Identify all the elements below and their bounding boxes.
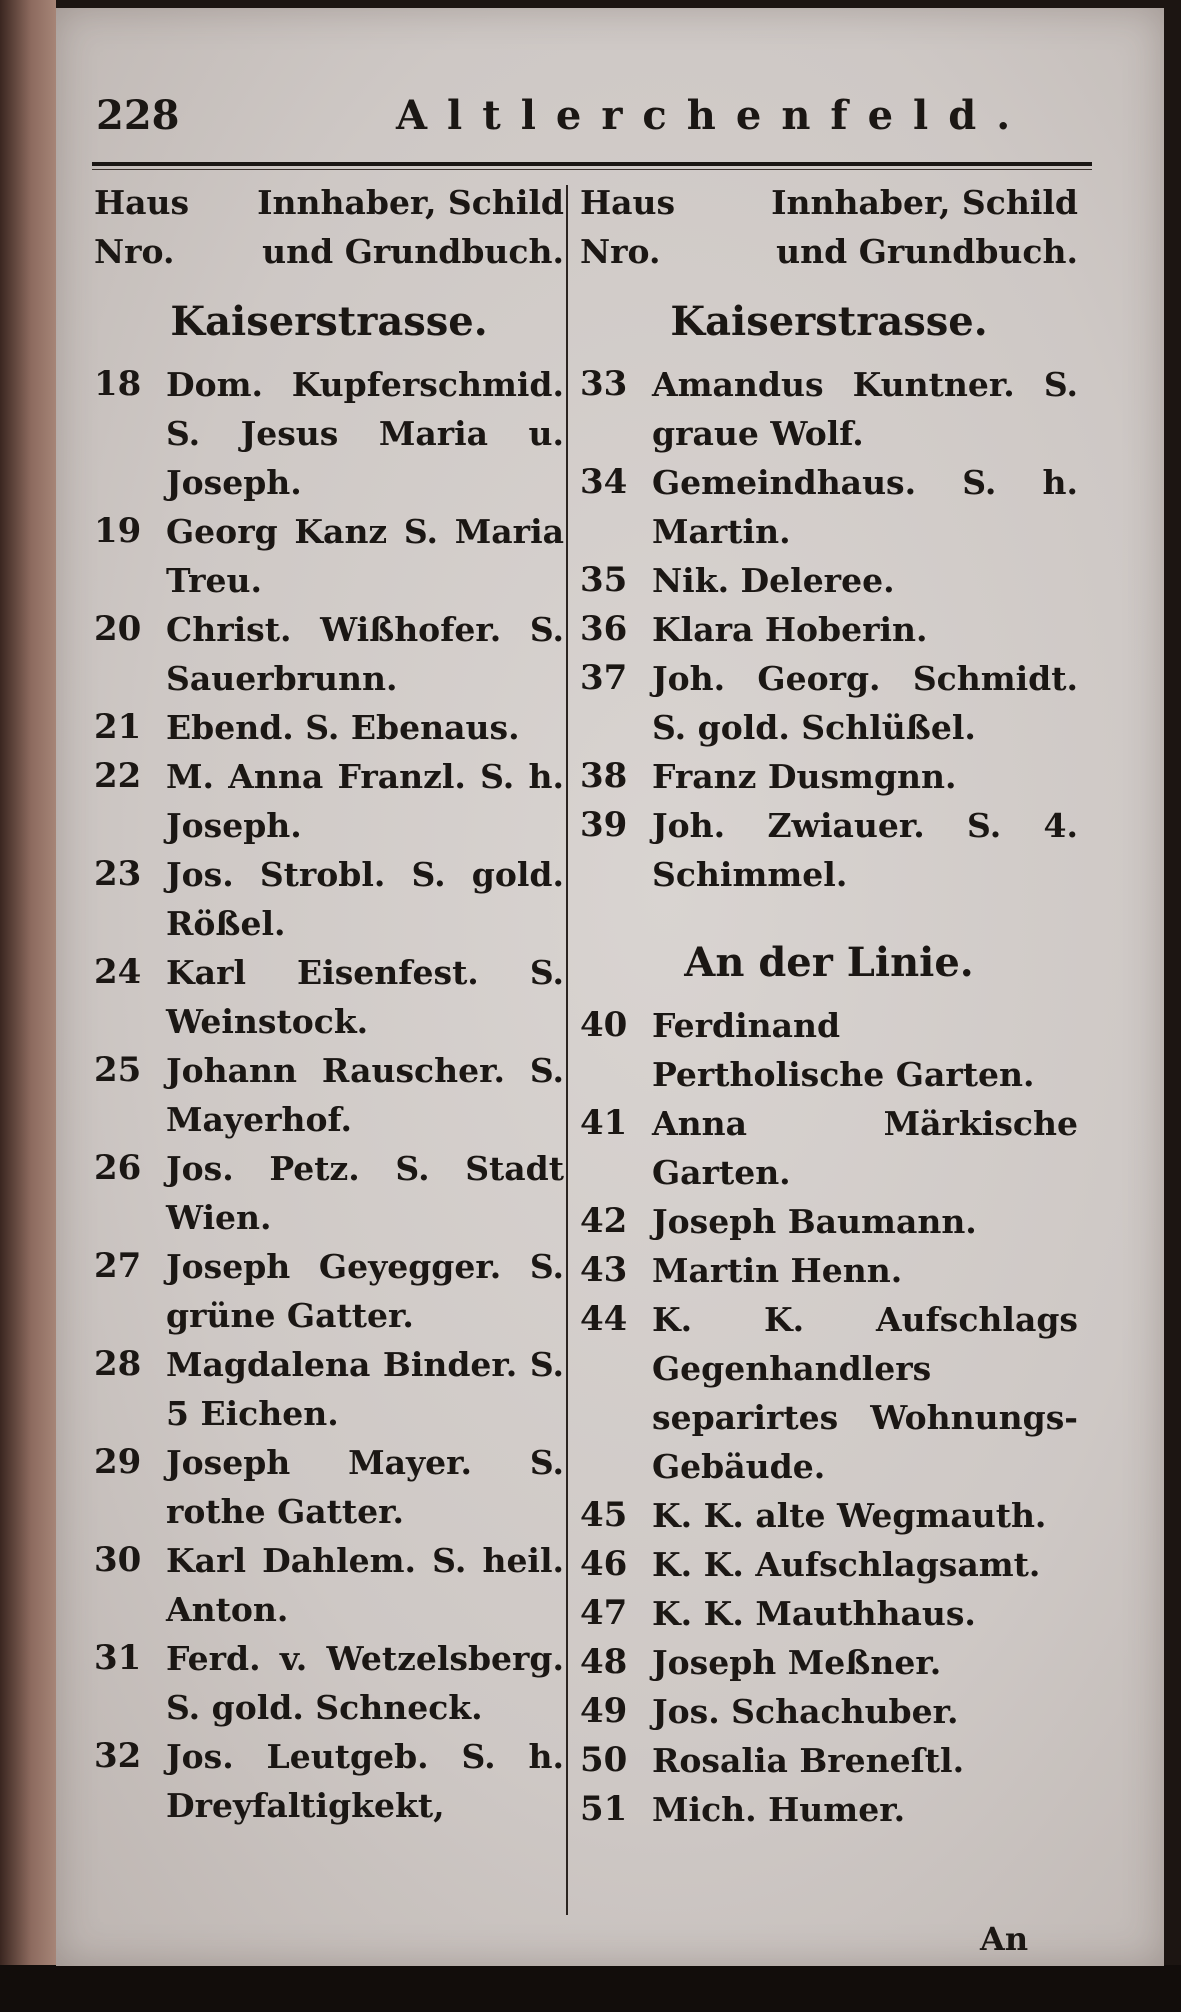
entry-text: Joh. Zwiauer. S. 4. Schimmel. [652, 806, 1078, 894]
col-head-nro: Nro. [580, 232, 661, 271]
catchword: An [980, 1920, 1029, 1958]
house-number: 35 [580, 560, 628, 600]
entry-text: Ebend. S. Ebenaus. [166, 708, 520, 747]
list-item [580, 458, 1078, 556]
list-item [94, 360, 564, 507]
entry-text: Johann Rauscher. S. Mayerhof. [166, 1051, 564, 1139]
house-number: 38 [580, 756, 628, 796]
house-number: 25 [94, 1050, 142, 1090]
col-head-grundbuch: und Grundbuch. [262, 232, 564, 271]
entry-text: Anna Märkische Garten. [652, 1104, 1078, 1192]
left-column-header [94, 178, 564, 276]
entry-list [580, 360, 1078, 899]
col-head-house: Haus [94, 183, 190, 222]
list-item [580, 654, 1078, 752]
entry-text: Mich. Humer. [652, 1790, 906, 1829]
entry-text: Karl Dahlem. S. heil. Anton. [166, 1541, 564, 1629]
entry-text: Nik. Deleree. [652, 561, 895, 600]
entry-text: K. K. Aufschlags Gegenhandlers separirtes Wohnungs-Gebäude. [652, 1300, 1078, 1486]
col-head-grundbuch: und Grundbuch. [776, 232, 1078, 271]
entry-text: K. K. alte Wegmauth. [652, 1496, 1047, 1535]
entry-text: Joseph Geyegger. S. grüne Gatter. [166, 1247, 564, 1335]
house-number: 31 [94, 1638, 142, 1678]
house-number: 30 [94, 1540, 142, 1580]
header-rule-thin [92, 169, 1092, 170]
list-item [580, 1001, 1078, 1099]
list-item [94, 1144, 564, 1242]
list-item [94, 703, 564, 752]
list-item [580, 801, 1078, 899]
right-column-header [580, 178, 1078, 276]
street-heading: Kaiserstrasse. [670, 298, 988, 345]
list-item [580, 1491, 1078, 1540]
entry-text: Christ. Wißhofer. S. Sauerbrunn. [166, 610, 564, 698]
entry-text: Franz Dusmgnn. [652, 757, 957, 796]
list-item [580, 556, 1078, 605]
house-number: 42 [580, 1201, 628, 1241]
col-head-house: Haus [580, 183, 676, 222]
list-item [94, 1536, 564, 1634]
entry-text: Jos. Leutgeb. S. h. Dreyfaltigkekt, [166, 1737, 564, 1825]
left-column [94, 178, 564, 1830]
list-item [94, 507, 564, 605]
house-number: 29 [94, 1442, 142, 1482]
list-item [94, 1634, 564, 1732]
house-number: 22 [94, 756, 142, 796]
entry-text: K. K. Aufschlagsamt. [652, 1545, 1041, 1584]
house-number: 49 [580, 1691, 628, 1731]
house-number: 18 [94, 364, 142, 404]
header-rule [92, 162, 1092, 166]
house-number: 27 [94, 1246, 142, 1286]
list-item [580, 1687, 1078, 1736]
col-head-owner: Innhaber, Schild [257, 183, 564, 222]
list-item [580, 1589, 1078, 1638]
house-number: 26 [94, 1148, 142, 1188]
house-number: 41 [580, 1103, 628, 1143]
entry-text: Dom. Kupferschmid. S. Jesus Maria u. Joseph. [166, 365, 564, 502]
book-edge [0, 0, 56, 2012]
entry-text: Joseph Meßner. [652, 1643, 942, 1682]
street-heading-an-der-linie: An der Linie. [684, 939, 974, 986]
list-item [580, 752, 1078, 801]
right-column [580, 178, 1078, 1834]
entry-text: Joseph Mayer. S. rothe Gatter. [166, 1443, 564, 1531]
running-head: Altlerchenfeld. [396, 92, 1031, 139]
street-heading: Kaiserstrasse. [170, 298, 488, 345]
list-item [94, 1732, 564, 1830]
page-number: 228 [96, 92, 180, 139]
list-item [580, 1246, 1078, 1295]
house-number: 20 [94, 609, 142, 649]
list-item [94, 1242, 564, 1340]
list-item [580, 1785, 1078, 1834]
list-item [580, 1099, 1078, 1197]
house-number: 37 [580, 658, 628, 698]
entry-list [94, 360, 564, 1830]
entry-text: K. K. Mauthhaus. [652, 1594, 976, 1633]
entry-text: Ferdinand Pertholische Garten. [652, 1006, 1035, 1094]
entry-text: Georg Kanz S. Maria Treu. [166, 512, 564, 600]
entry-text: Magdalena Binder. S. 5 Eichen. [166, 1345, 564, 1433]
list-item [94, 752, 564, 850]
house-number: 36 [580, 609, 628, 649]
list-item [580, 1638, 1078, 1687]
entry-text: Gemeindhaus. S. h. Martin. [652, 463, 1078, 551]
col-head-nro: Nro. [94, 232, 175, 271]
house-number: 34 [580, 462, 628, 502]
entry-text: Jos. Schachuber. [652, 1692, 959, 1731]
entry-text: Klara Hoberin. [652, 610, 928, 649]
list-item [94, 850, 564, 948]
house-number: 23 [94, 854, 142, 894]
house-number: 46 [580, 1544, 628, 1584]
entry-text: M. Anna Franzl. S. h. Joseph. [166, 757, 564, 845]
entry-text: Martin Henn. [652, 1251, 903, 1290]
house-number: 43 [580, 1250, 628, 1290]
house-number: 21 [94, 707, 142, 747]
column-divider [566, 185, 568, 1915]
house-number: 28 [94, 1344, 142, 1384]
list-item [94, 948, 564, 1046]
house-number: 48 [580, 1642, 628, 1682]
house-number: 51 [580, 1789, 628, 1829]
list-item [580, 1197, 1078, 1246]
entry-text: Joseph Baumann. [652, 1202, 977, 1241]
entry-text: Jos. Petz. S. Stadt Wien. [166, 1149, 564, 1237]
list-item [580, 605, 1078, 654]
house-number: 19 [94, 511, 142, 551]
list-item [580, 360, 1078, 458]
house-number: 45 [580, 1495, 628, 1535]
house-number: 40 [580, 1005, 628, 1045]
entry-text: Karl Eisenfest. S. Weinstock. [166, 953, 564, 1041]
house-number: 39 [580, 805, 628, 845]
col-head-owner: Innhaber, Schild [771, 183, 1078, 222]
entry-text: Rosalia Breneſtl. [652, 1741, 965, 1780]
page-header [96, 92, 1106, 152]
house-number: 44 [580, 1299, 628, 1339]
list-item [580, 1736, 1078, 1785]
list-item [94, 1046, 564, 1144]
house-number: 32 [94, 1736, 142, 1776]
list-item [580, 1295, 1078, 1491]
house-number: 24 [94, 952, 142, 992]
entry-list [580, 1001, 1078, 1834]
entry-text: Jos. Strobl. S. gold. Rößel. [166, 855, 564, 943]
list-item [94, 1340, 564, 1438]
house-number: 50 [580, 1740, 628, 1780]
house-number: 47 [580, 1593, 628, 1633]
list-item [580, 1540, 1078, 1589]
background-bottom [0, 1965, 1181, 2012]
list-item [94, 1438, 564, 1536]
list-item [94, 605, 564, 703]
entry-text: Amandus Kuntner. S. graue Wolf. [652, 365, 1078, 453]
house-number: 33 [580, 364, 628, 404]
entry-text: Ferd. v. Wetzelsberg. S. gold. Schneck. [166, 1639, 564, 1727]
entry-text: Joh. Georg. Schmidt. S. gold. Schlüßel. [652, 659, 1078, 747]
